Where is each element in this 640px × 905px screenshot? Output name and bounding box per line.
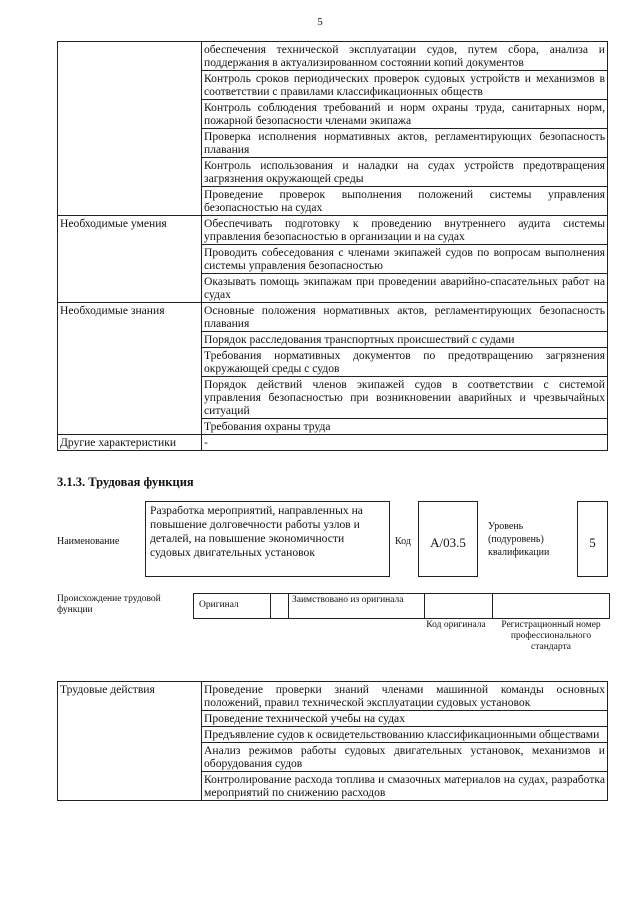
row-label-actions: Трудовые действия [58,682,202,801]
origin-label: Происхождение трудовой функции [57,594,161,615]
function-code: А/03.5 [418,501,478,577]
table-row [58,42,608,71]
table-cell: Оказывать помощь экипажам при проведении аварийно-спасательных работ на судах [202,274,608,303]
table-cell: Проверка исполнения нормативных актов, регламентирующих безопасность плавания [202,129,608,158]
code-caption: Код оригинала [426,620,486,630]
table-cell: обеспечения технической эксплуатации судов, путем сбора, анализа и поддержания в актуализированном состоянии копий документов [202,42,608,71]
page-number: 5 [317,16,323,28]
table-cell: Контроль соблюдения требований и норм охраны труда, санитарных норм, пожарной безопасности членами экипажа [202,100,608,129]
table-cell: Требования охраны труда [202,419,608,435]
table-cell: Проводить собеседования с членами экипажей судов по вопросам выполнения системы управления безопасностью [202,245,608,274]
table-cell: Проведение проверки знаний членами машинной команды основных положений, правил технической эксплуатации судовых установок [202,682,608,711]
table-row [58,216,608,245]
table-cell: Основные положения нормативных актов, регламентирующих безопасность плавания [202,303,608,332]
row-label-knowledge: Необходимые знания [58,303,202,435]
origin-original: Оригинал [199,600,239,610]
origin-table [193,593,610,619]
row-label [58,42,202,216]
labor-actions-table [57,681,608,801]
table-cell: Проведение проверок выполнения положений системы управления безопасностью на судах [202,187,608,216]
origin-borrowed: Заимствовано из оригинала [292,595,404,605]
code-label: Код [395,536,411,547]
function-name: Разработка мероприятий, направленных на повышение долговечности работы узлов и деталей, на повышение экономичности судовых двигательных установок [145,501,390,577]
level-value: 5 [577,501,608,577]
divider [270,594,271,618]
table-cell: Проведение технической учебы на судах [202,711,608,727]
divider [424,594,425,618]
section-title: 3.1.3. Трудовая функция [57,475,194,489]
table-cell: Порядок действий членов экипажей судов в соответствии с системой управления безопасностью при возникновении аварийных и чрезвычайных ситуаций [202,377,608,419]
table-row [58,682,608,711]
table-cell: - [202,435,608,451]
table-cell: Обеспечивать подготовку к проведению внутреннего аудита системы управления безопасностью в организации и на судах [202,216,608,245]
table-cell: Контроль использования и наладки на судах устройств предотвращения загрязнения окружающей среды [202,158,608,187]
table-cell: Порядок расследования транспортных происшествий с судами [202,332,608,348]
table-cell: Контролирование расхода топлива и смазочных материалов на судах, разработка мероприятий по снижению расходов [202,772,608,801]
table-row [58,435,608,451]
table-cell: Требования нормативных документов по предотвращению загрязнения окружающей среды с судов [202,348,608,377]
table-cell: Контроль сроков периодических проверок судовых устройств и механизмов в соответствии с правилами классификационных обществ [202,71,608,100]
name-label: Наименование [57,536,120,547]
row-label-skills: Необходимые умения [58,216,202,303]
divider [288,594,289,618]
table-row [58,303,608,332]
row-label-other: Другие характеристики [58,435,202,451]
requirements-table [57,41,608,451]
divider [492,594,493,618]
level-label: Уровень (подуровень) квалификации [488,521,550,558]
table-cell: Предъявление судов к освидетельствованию классификационными обществами [202,727,608,743]
table-cell: Анализ режимов работы судовых двигательных установок, механизмов и оборудования судов [202,743,608,772]
reg-caption: Регистрационный номер профессионального стандарта [501,620,601,652]
